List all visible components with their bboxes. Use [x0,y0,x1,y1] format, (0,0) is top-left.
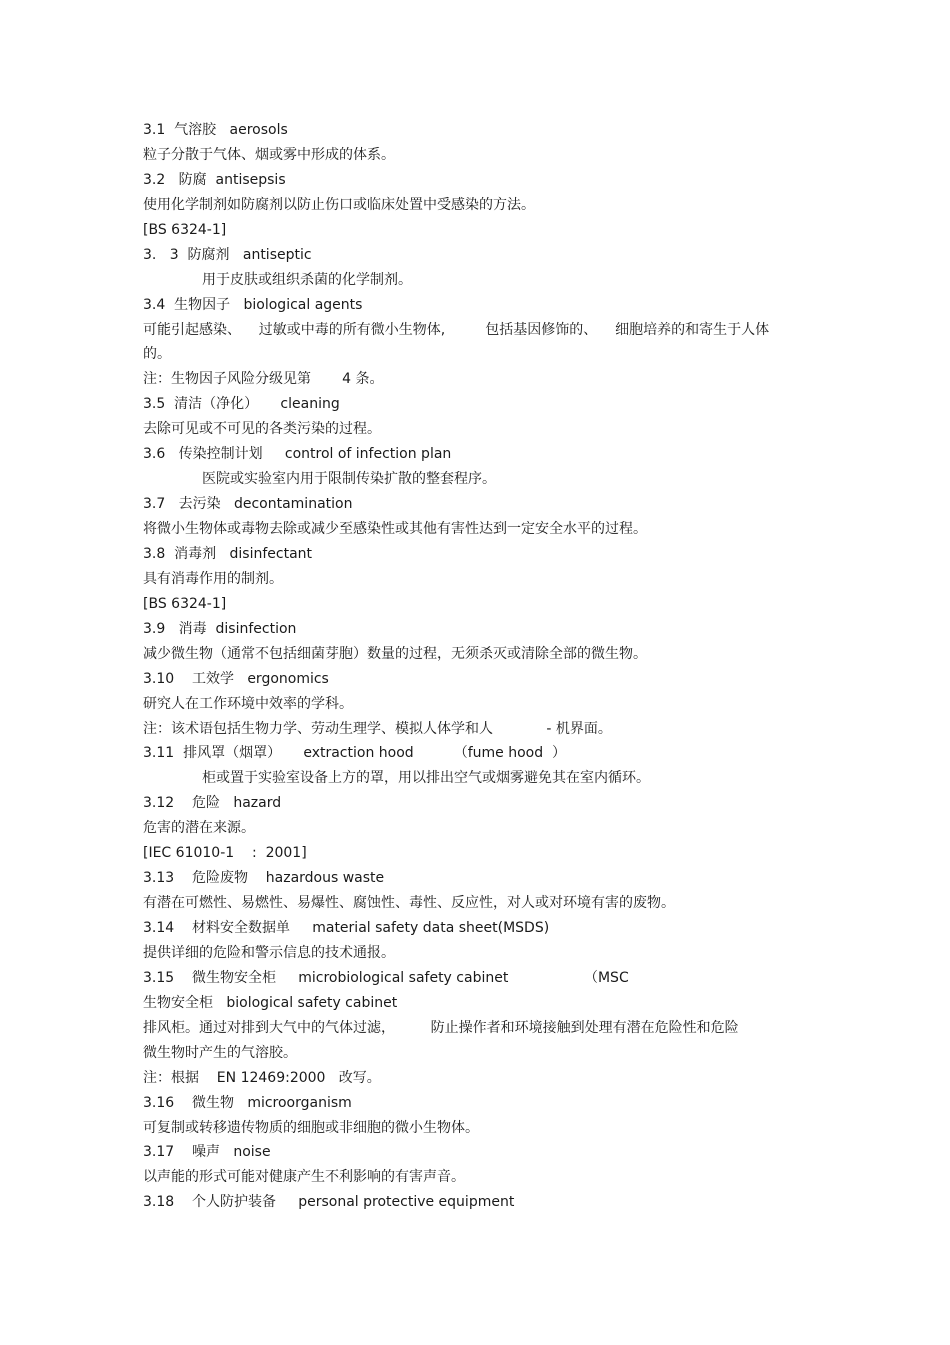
document-body [143,118,833,1215]
term-3-14-heading: 3.14 材料安全数据单 material safety data sheet(MSDS) [143,920,550,936]
term-3-11-definition: 柜或置于实验室设备上方的罩，用以排出空气或烟雾避免其在室内循环。 [202,770,650,787]
term-3-3-heading: 3. 3 防腐剂 antiseptic [143,246,312,263]
term-3-4-heading: 3.4 生物因子 biological agents [143,296,363,313]
term-3-2-heading: 3.2 防腐 antisepsis [143,171,286,188]
term-3-10-heading: 3.10 工效学 ergonomics [143,670,329,687]
term-3-15-note: 注：根据 EN 12469:2000 改写。 [143,1069,381,1086]
term-3-8-heading: 3.8 消毒剂 disinfectant [143,545,313,562]
term-3-4-definition-line1: 可能引起感染、 过敏或中毒的所有微小生物体, 包括基因修饰的、 细胞培养的和寄生于人体 [143,321,770,338]
term-3-8-definition: 具有消毒作用的制剂。 [143,570,283,587]
term-3-14-definition: 提供详细的危险和警示信息的技术通报。 [143,944,395,961]
term-3-5-heading: 3.5 清洁（净化） cleaning [143,396,340,413]
term-3-10-note: 注：该术语包括生物力学、劳动生理学、模拟人体学和人 - 机界面。 [143,720,612,737]
term-3-17-definition: 以声能的形式可能对健康产生不利影响的有害声音。 [143,1169,465,1186]
term-3-15-heading: 3.15 微生物安全柜 microbiological safety cabinet （MSC [143,969,629,986]
term-3-15-synonym: 生物安全柜 biological safety cabinet [143,994,398,1011]
term-3-4-note: 注：生物因子风险分级见第 4 条。 [143,371,384,388]
term-3-13-definition: 有潜在可燃性、易燃性、易爆性、腐蚀性、毒性、反应性，对人或对环境有害的废物。 [143,895,675,912]
term-3-1-definition: 粒子分散于气体、烟或雾中形成的体系。 [143,146,395,163]
term-3-12-source: [IEC 61010-1 : 2001] [143,845,307,862]
term-3-9-definition: 减少微生物（通常不包括细菌芽胞）数量的过程，无须杀灭或清除全部的微生物。 [143,645,647,662]
term-3-3-definition: 用于皮肤或组织杀菌的化学制剂。 [202,271,412,288]
term-3-5-definition: 去除可见或不可见的各类污染的过程。 [143,421,381,438]
term-3-16-definition: 可复制或转移遗传物质的细胞或非细胞的微小生物体。 [143,1119,479,1136]
term-3-2-source: [BS 6324-1] [143,221,227,238]
term-3-11-heading: 3.11 排风罩（烟罩） extraction hood （fume hood ） [143,745,567,762]
term-3-9-heading: 3.9 消毒 disinfection [143,620,297,637]
term-3-8-source: [BS 6324-1] [143,595,227,612]
term-3-6-heading: 3.6 传染控制计划 control of infection plan [143,446,452,463]
term-3-2-definition: 使用化学制剂如防腐剂以防止伤口或临床处置中受感染的方法。 [143,196,535,213]
term-3-17-heading: 3.17 噪声 noise [143,1144,271,1161]
term-3-15-definition-line2: 微生物时产生的气溶胶。 [143,1044,297,1061]
term-3-12-definition: 危害的潜在来源。 [143,820,255,837]
term-3-10-definition: 研究人在工作环境中效率的学科。 [143,695,353,712]
term-3-18-heading: 3.18 个人防护装备 personal protective equipment [143,1194,515,1211]
term-3-15-definition-line1: 排风柜。通过对排到大气中的气体过滤， 防止操作者和环境接触到处理有潜在危险性和危险 [143,1019,739,1036]
term-3-4-definition-line2: 的。 [143,346,171,363]
term-3-6-definition: 医院或实验室内用于限制传染扩散的整套程序。 [202,471,496,488]
term-3-7-definition: 将微小生物体或毒物去除或减少至感染性或其他有害性达到一定安全水平的过程。 [143,521,647,537]
term-3-1-heading: 3.1 气溶胶 aerosols [143,122,288,138]
term-3-16-heading: 3.16 微生物 microorganism [143,1094,352,1111]
term-3-7-heading: 3.7 去污染 decontamination [143,496,353,513]
term-3-13-heading: 3.13 危险废物 hazardous waste [143,870,385,887]
term-3-12-heading: 3.12 危险 hazard [143,795,282,812]
